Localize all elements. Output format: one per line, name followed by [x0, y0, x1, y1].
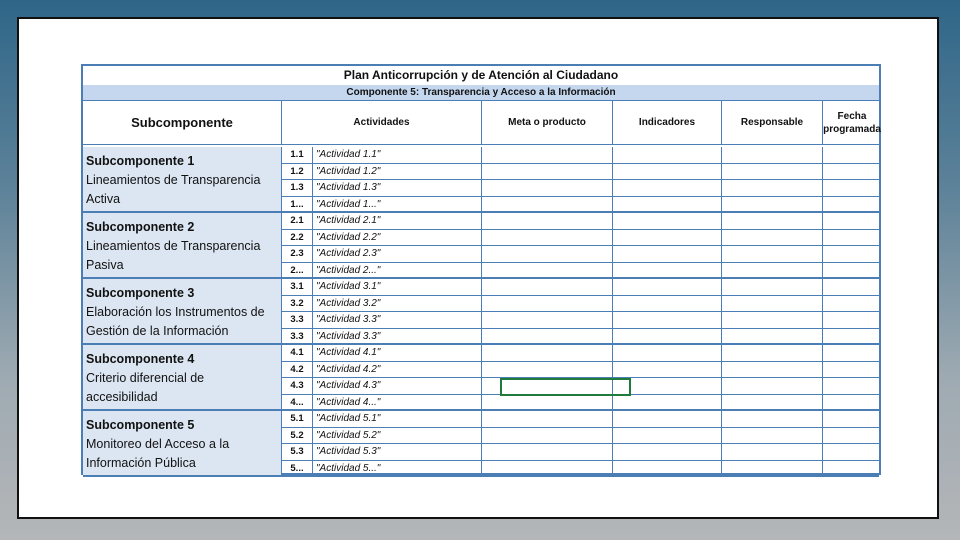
- responsable-cell[interactable]: [722, 329, 823, 344]
- fecha-cell[interactable]: [823, 180, 879, 196]
- slide: [17, 17, 939, 519]
- table-row: [282, 263, 879, 280]
- fecha-cell[interactable]: [823, 444, 879, 460]
- responsable-cell[interactable]: [722, 197, 823, 212]
- indicadores-cell[interactable]: [613, 230, 722, 246]
- responsable-cell[interactable]: [722, 345, 823, 361]
- meta-cell[interactable]: [482, 180, 613, 196]
- responsable-cell[interactable]: [722, 296, 823, 312]
- activity-number[interactable]: 1.3: [282, 180, 313, 196]
- meta-cell[interactable]: [482, 411, 613, 427]
- table-row: [282, 180, 879, 197]
- indicadores-cell[interactable]: [613, 279, 722, 295]
- fecha-cell[interactable]: [823, 312, 879, 328]
- header-meta: Meta o producto: [482, 101, 613, 145]
- indicadores-cell[interactable]: [613, 329, 722, 344]
- indicadores-cell[interactable]: [613, 263, 722, 278]
- indicadores-cell[interactable]: [613, 345, 722, 361]
- meta-cell[interactable]: [482, 362, 613, 378]
- indicadores-cell[interactable]: [613, 180, 722, 196]
- fecha-cell[interactable]: [823, 263, 879, 278]
- activity-cell[interactable]: "Actividad 4.1": [313, 345, 482, 361]
- activity-cell[interactable]: "Actividad 3.2": [313, 296, 482, 312]
- header-fecha-line1: Fecha: [837, 110, 867, 122]
- indicadores-cell[interactable]: [613, 296, 722, 312]
- subcomponent-title: Subcomponente 4: [86, 352, 195, 366]
- header-responsable: Responsable: [722, 101, 823, 145]
- responsable-cell[interactable]: [722, 279, 823, 295]
- meta-cell[interactable]: [482, 147, 613, 163]
- meta-cell[interactable]: [482, 296, 613, 312]
- meta-cell[interactable]: [482, 230, 613, 246]
- activity-number[interactable]: 1...: [282, 197, 313, 212]
- activity-cell[interactable]: "Actividad 5...": [313, 461, 482, 476]
- activity-number[interactable]: 1.1: [282, 147, 313, 163]
- header-indicadores: Indicadores: [613, 101, 722, 145]
- table-row: [282, 395, 879, 412]
- fecha-cell[interactable]: [823, 461, 879, 476]
- activity-number[interactable]: 4...: [282, 395, 313, 410]
- responsable-cell[interactable]: [722, 378, 823, 394]
- indicadores-cell[interactable]: [613, 246, 722, 262]
- meta-cell[interactable]: [482, 279, 613, 295]
- fecha-cell[interactable]: [823, 197, 879, 212]
- fecha-cell[interactable]: [823, 329, 879, 344]
- activity-cell[interactable]: "Actividad 1.2": [313, 164, 482, 180]
- table-row: [282, 147, 879, 164]
- activity-cell[interactable]: "Actividad 4.2": [313, 362, 482, 378]
- responsable-cell[interactable]: [722, 180, 823, 196]
- table-title: Plan Anticorrupción y de Atención al Ciudadano: [83, 66, 879, 86]
- indicadores-cell[interactable]: [613, 461, 722, 476]
- subcomponent-title: Subcomponente 1: [86, 154, 195, 168]
- activity-number[interactable]: 2.2: [282, 230, 313, 246]
- subcomponent-cell: [83, 279, 282, 345]
- activity-number[interactable]: 5...: [282, 461, 313, 476]
- table-row: [282, 461, 879, 478]
- responsable-cell[interactable]: [722, 428, 823, 444]
- responsable-cell[interactable]: [722, 147, 823, 163]
- responsable-cell[interactable]: [722, 230, 823, 246]
- responsable-cell[interactable]: [722, 444, 823, 460]
- responsable-cell[interactable]: [722, 395, 823, 410]
- activity-number[interactable]: 3.3: [282, 312, 313, 328]
- table-row: [282, 246, 879, 263]
- activity-number[interactable]: 1.2: [282, 164, 313, 180]
- responsable-cell[interactable]: [722, 213, 823, 229]
- activity-cell[interactable]: "Actividad 1...": [313, 197, 482, 212]
- responsable-cell[interactable]: [722, 263, 823, 278]
- activity-number[interactable]: 2...: [282, 263, 313, 278]
- activity-cell[interactable]: "Actividad 1.3": [313, 180, 482, 196]
- subcomponent-cell: [83, 411, 282, 477]
- subcomponent-cell: [83, 345, 282, 411]
- responsable-cell[interactable]: [722, 362, 823, 378]
- subcomponent-cell: [83, 147, 282, 213]
- meta-cell[interactable]: [482, 246, 613, 262]
- indicadores-cell[interactable]: [613, 395, 722, 410]
- fecha-cell[interactable]: [823, 378, 879, 394]
- meta-cell[interactable]: [482, 329, 613, 344]
- meta-cell[interactable]: [482, 461, 613, 476]
- subcomponent-description: Lineamientos de Transparencia Activa: [86, 173, 261, 206]
- meta-cell[interactable]: [482, 197, 613, 212]
- activity-cell[interactable]: "Actividad 5.2": [313, 428, 482, 444]
- indicadores-cell[interactable]: [613, 428, 722, 444]
- table-row: [282, 296, 879, 313]
- activity-number[interactable]: 5.3: [282, 444, 313, 460]
- header-fecha: [823, 101, 881, 145]
- activity-cell[interactable]: "Actividad 2.3": [313, 246, 482, 262]
- fecha-cell[interactable]: [823, 164, 879, 180]
- subcomponent-description: Elaboración los Instrumentos de Gestión de la Información: [86, 305, 265, 338]
- responsable-cell[interactable]: [722, 246, 823, 262]
- activity-cell[interactable]: "Actividad 2.2": [313, 230, 482, 246]
- subcomponent-description: Criterio diferencial de accesibilidad: [86, 371, 205, 404]
- meta-cell[interactable]: [482, 213, 613, 229]
- indicadores-cell[interactable]: [613, 147, 722, 163]
- activity-number[interactable]: 3.1: [282, 279, 313, 295]
- activity-cell[interactable]: "Actividad 4...": [313, 395, 482, 410]
- indicadores-cell[interactable]: [613, 362, 722, 378]
- activity-cell[interactable]: "Actividad 5.1": [313, 411, 482, 427]
- fecha-cell[interactable]: [823, 230, 879, 246]
- header-fecha-line2: programada: [823, 123, 881, 135]
- indicadores-cell[interactable]: [613, 312, 722, 328]
- subcomponent-title: Subcomponente 2: [86, 220, 195, 234]
- activity-cell[interactable]: "Actividad 2.1": [313, 213, 482, 229]
- activity-number[interactable]: 2.1: [282, 213, 313, 229]
- activity-cell[interactable]: "Actividad 3.3": [313, 329, 482, 344]
- table-row: [282, 197, 879, 214]
- header-actividades: Actividades: [282, 101, 482, 145]
- table-row: [282, 444, 879, 461]
- responsable-cell[interactable]: [722, 411, 823, 427]
- responsable-cell[interactable]: [722, 461, 823, 476]
- fecha-cell[interactable]: [823, 428, 879, 444]
- indicadores-cell[interactable]: [613, 213, 722, 229]
- activity-cell[interactable]: "Actividad 4.3": [313, 378, 482, 394]
- indicadores-cell[interactable]: [613, 164, 722, 180]
- fecha-cell[interactable]: [823, 411, 879, 427]
- activity-number[interactable]: 4.3: [282, 378, 313, 394]
- subcomponent-title: Subcomponente 5: [86, 418, 195, 432]
- subcomponent-description: Lineamientos de Transparencia Pasiva: [86, 239, 261, 272]
- responsable-cell[interactable]: [722, 312, 823, 328]
- responsable-cell[interactable]: [722, 164, 823, 180]
- activity-cell[interactable]: "Actividad 2...": [313, 263, 482, 278]
- fecha-cell[interactable]: [823, 362, 879, 378]
- activity-number[interactable]: 3.3: [282, 329, 313, 344]
- meta-cell[interactable]: [482, 345, 613, 361]
- table-row: [282, 213, 879, 230]
- activity-cell[interactable]: "Actividad 3.1": [313, 279, 482, 295]
- fecha-cell[interactable]: [823, 246, 879, 262]
- table-row: [282, 279, 879, 296]
- activity-number[interactable]: 2.3: [282, 246, 313, 262]
- plan-table: [81, 64, 881, 475]
- meta-cell[interactable]: [482, 444, 613, 460]
- meta-cell[interactable]: [482, 312, 613, 328]
- fecha-cell[interactable]: [823, 147, 879, 163]
- activity-number[interactable]: 5.2: [282, 428, 313, 444]
- table-row: [282, 329, 879, 346]
- table-row: [282, 312, 879, 329]
- activity-number[interactable]: 4.1: [282, 345, 313, 361]
- selected-cell[interactable]: [500, 378, 631, 396]
- table-row: [282, 362, 879, 379]
- table-row: [282, 345, 879, 362]
- indicadores-cell[interactable]: [613, 197, 722, 212]
- indicadores-cell[interactable]: [613, 444, 722, 460]
- fecha-cell[interactable]: [823, 345, 879, 361]
- header-subcomponente: Subcomponente: [83, 101, 282, 145]
- subcomponent-cell: [83, 213, 282, 279]
- fecha-cell[interactable]: [823, 213, 879, 229]
- meta-cell[interactable]: [482, 164, 613, 180]
- fecha-cell[interactable]: [823, 395, 879, 410]
- table-row: [282, 411, 879, 428]
- subcomponent-title: Subcomponente 3: [86, 286, 195, 300]
- fecha-cell[interactable]: [823, 279, 879, 295]
- meta-cell[interactable]: [482, 428, 613, 444]
- table-row: [282, 428, 879, 445]
- activity-cell[interactable]: "Actividad 5.3": [313, 444, 482, 460]
- activity-cell[interactable]: "Actividad 3.3": [313, 312, 482, 328]
- activity-cell[interactable]: "Actividad 1.1": [313, 147, 482, 163]
- component-title: Componente 5: Transparencia y Acceso a la Información: [83, 85, 879, 101]
- meta-cell[interactable]: [482, 395, 613, 410]
- indicadores-cell[interactable]: [613, 411, 722, 427]
- fecha-cell[interactable]: [823, 296, 879, 312]
- table-row: [282, 164, 879, 181]
- activity-number[interactable]: 4.2: [282, 362, 313, 378]
- table-row: [282, 230, 879, 247]
- subcomponent-description: Monitoreo del Acceso a la Información Pública: [86, 437, 230, 470]
- activity-number[interactable]: 5.1: [282, 411, 313, 427]
- meta-cell[interactable]: [482, 263, 613, 278]
- activity-number[interactable]: 3.2: [282, 296, 313, 312]
